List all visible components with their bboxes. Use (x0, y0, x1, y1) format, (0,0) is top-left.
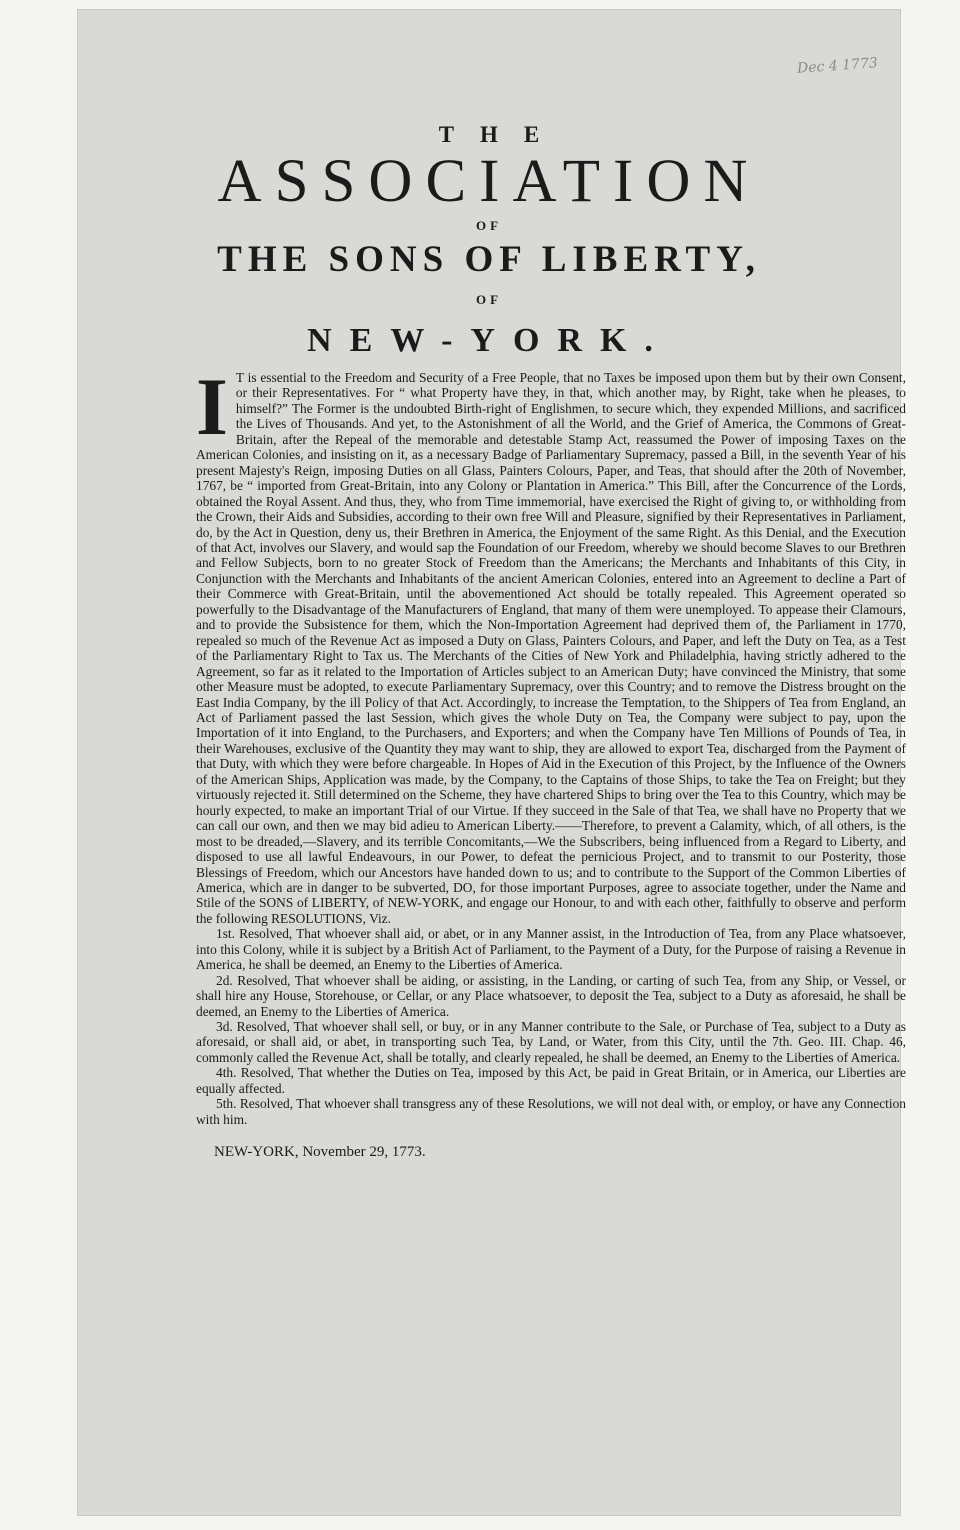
body-text (196, 361, 906, 1161)
resolution-3: 3d. Resolved, That whoever shall sell, or buy, or in any Manner contribute to the Sale, or Purchase of Tea, subject to a Duty as aforesaid, or shall aid, or abet, in transporting such Tea, by Land, or Water, from this City, until the 7th. Geo. III. Chap. 46, commonly called the Revenue Act, shall be totally, and clearly repealed, he shall be deemed, an Enemy to the Liberties of America. (196, 1019, 906, 1065)
resolution-1: 1st. Resolved, That whoever shall aid, or abet, or in any Manner assist, in the Introduction of Tea, from any Place whatsoever, into this Colony, while it is subject by a British Act of Parliament, to the Payment of a Duty, for the Purpose of raising a Revenue in America, he shall be deemed, an Enemy to the Liberties of America. (196, 926, 906, 973)
resolution-4: 4th. Resolved, That whether the Duties on Tea, imposed by this Act, be paid in Great Britain, or in America, our Liberties are equally affected. (196, 1065, 906, 1096)
title-association: ASSOCIATION (217, 148, 761, 215)
title-of-1: OF (475, 218, 503, 233)
drop-cap: I (196, 361, 228, 452)
title-block (78, 122, 900, 360)
title-sons-of-liberty: THE SONS OF LIBERTY, (217, 239, 761, 280)
title-of-2: OF (475, 292, 503, 307)
dateline: NEW-YORK, November 29, 1773. (214, 1144, 426, 1161)
title-new-york: NEW-YORK. (307, 322, 671, 359)
intro-paragraph (196, 361, 906, 926)
intro-text: T is essential to the Freedom and Security of a Free People, that no Taxes be imposed upon them but by their own Consent, or their Representatives. For “ what Property have they, in that, which another may, by Right, take when he pleases, to himself?” The Former is the undoubted Birth-right of Englishmen, to secure which, they expended Millions, and sacrificed the Lives of Thousands. And yet, to the Astonishment of all the World, and the Grief of America, the Commons of Great-Britain, after the Repeal of the memorable and detestable Stamp Act, reassumed the Power of imposing Taxes on the American Colonies, and insisting on it, as a necessary Badge of Parliamentary Supremacy, passed a Bill, in the seventh Year of his present Majesty's Reign, imposing Duties on all Glass, Painters Colours, Paper, and Teas, that should after the 20th of November, 1767, be “ imported from Great-Britain, into any Colony or Plantation in America.” This Bill, after the Concurrence of the Lords, obtained the Royal Assent. And thus, they, who from Time immemorial, have exercised the Right of giving to, or withholding from the Crown, their Aids and Subsidies, according to their own free Will and Pleasure, signified by their Representatives in Parliament, do, by the Act in Question, deny us, their Brethren in America, the Enjoyment of the same Right. As this Denial, and the Execution of that Act, involves our Slavery, and would sap the Foundation of our Freedom, whereby we should become Slaves to our Brethren and Fellow Subjects, born to no greater Stock of Freedom than the Americans; the Merchants and Inhabitants of this City, in Conjunction with the Merchants and Inhabitants of the ancient American Colonies, entered into an Agreement to decline a Part of their Commerce with Great-Britain, until the abovementioned Act should be totally repealed. This Agreement operated so powerfully to the Disadvantage of the Manufacturers of England, that many of them were unemployed. To appease their Clamours, and to provide the Subsistence for them, which the Non-Importation Agreement had deprived them of, the Parliament in 1770, repealed so much of the Revenue Act as imposed a Duty on Glass, Painters Colours, and Paper, and left the Duty on Tea, as a Test of the Parliamentary Right to Tax us. The Merchants of the Cities of New York and Philadelphia, having strictly adhered to the Agreement, so far as it related to the Importation of Articles subject to an American Duty; have convinced the Ministry, that some other Measure must be adopted, to execute Parliamentary Supremacy, over this Country; and to remove the Distress brought on the East India Company, by the ill Policy of that Act. Accordingly, to increase the Temptation, to the Shippers of Tea from England, an Act of Parliament passed the last Session, which gives the whole Duty on Tea, the Company were subject to pay, upon the Importation of it into England, to the Purchasers, and Exporters; and when the Company have Ten Millions of Pounds of Tea, in their Warehouses, exclusive of the Quantity they may want to ship, they are allowed to export Tea, discharged from the Payment of that Duty, with which they were before chargeable. In Hopes of Aid in the Execution of this Project, by the Influence of the Owners of the American Ships, Application was made, by the Company, to the Captains of those Ships, to take the Tea on Freight; but they virtuously rejected it. Still determined on the Scheme, they have chartered Ships to bring over the Tea to this Country, which may be hourly expected, to make an important Trial of our Virtue. If they succeed in the Sale of that Tea, we shall have no Property that we can call our own, and then we may bid adieu to American Liberty.——Therefore, to prevent a Calamity, which, of all others, is the most to be dreaded,—Slavery, and its terrible Concomitants,—We the Subscribers, being influenced from a Regard to Liberty, and disposed to use all lawful Endeavours, in our Power, to defeat the pernicious Project, and to transmit to our Posterity, those Blessings of Freedom, which our Ancestors have handed down to us; and to contribute to the Support of the Common Liberties of America, which are in danger to be subverted, DO, for those important Purposes, agree to associate together, under the Name and Stile of the SONS of LIBERTY, of NEW-YORK, and engage our Honour, to and with each other, faithfully to observe and perform the following RESOLUTIONS, Viz. (196, 370, 906, 926)
resolution-2: 2d. Resolved, That whoever shall be aiding, or assisting, in the Landing, or carting of such Tea, from any Ship, or Vessel, or shall hire any House, Storehouse, or Cellar, or any Place whatsoever, to deposit the Tea, subject to a Duty as aforesaid, he shall be deemed, an Enemy to the Liberties of America. (196, 972, 906, 1019)
handwritten-annotation: Dec 4 1773 (796, 55, 879, 77)
title-the: THE (438, 122, 566, 147)
broadside-sheet (78, 10, 906, 1515)
resolutions-list (196, 926, 906, 1127)
resolution-5: 5th. Resolved, That whoever shall transgress any of these Resolutions, we will not deal with, or employ, or have any Connection with him. (196, 1096, 906, 1127)
